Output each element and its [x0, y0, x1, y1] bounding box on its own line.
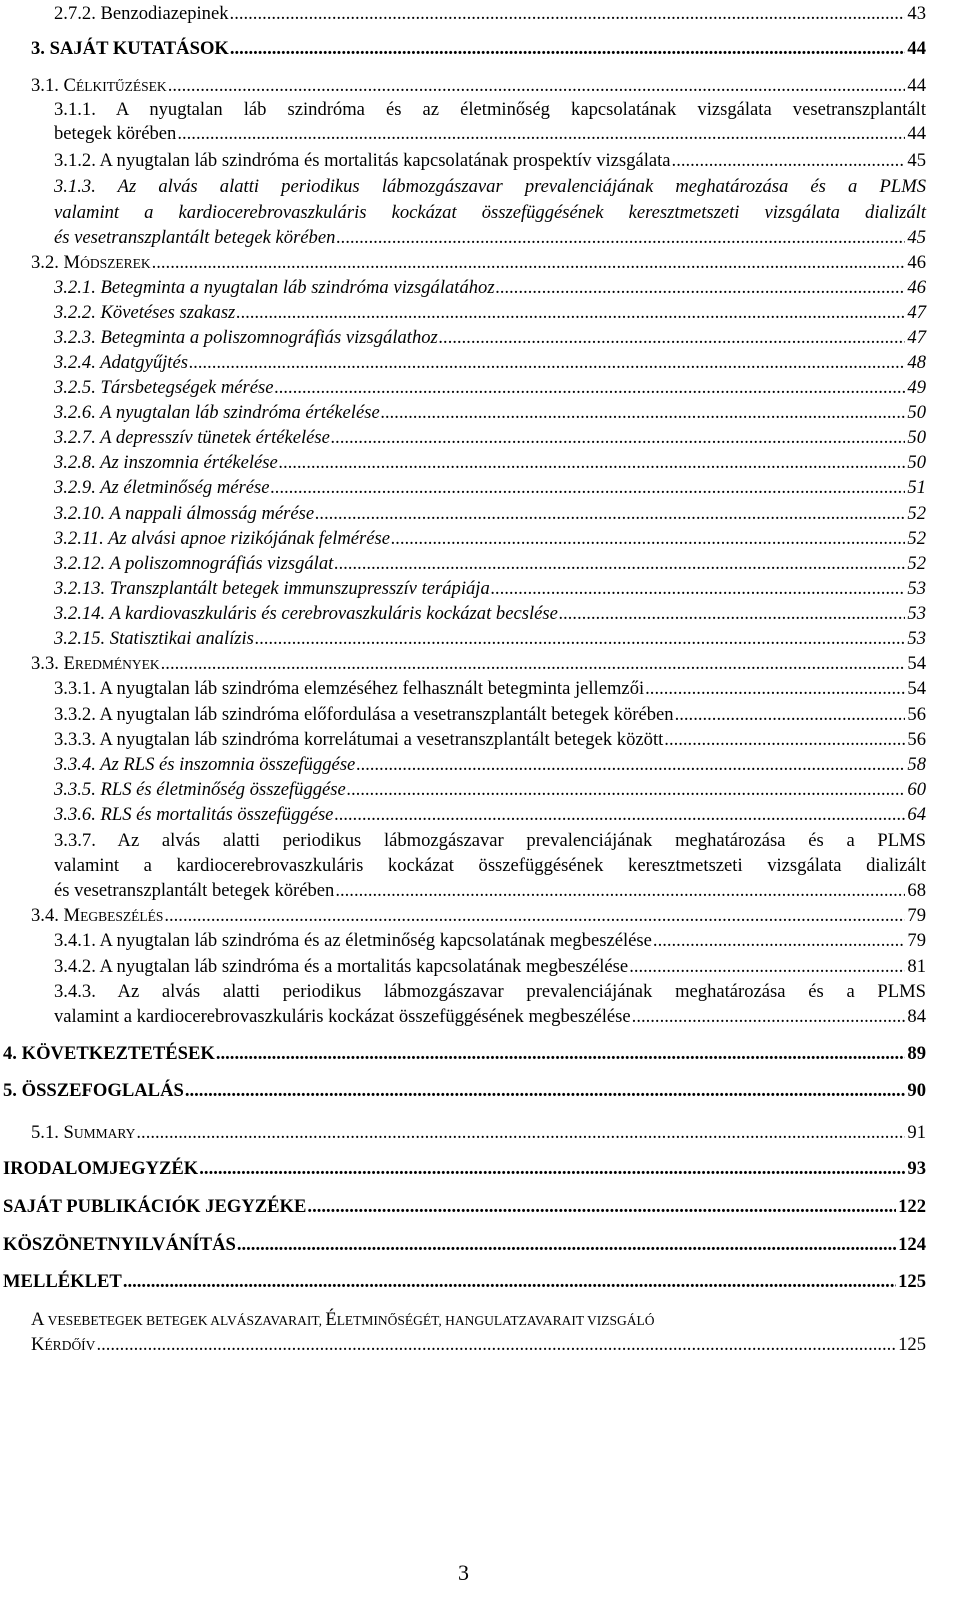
toc-entry-title: 3.2.12. A poliszomnográfiás vizsgálat — [54, 553, 334, 574]
toc-leader — [198, 1158, 905, 1180]
toc-page: 93 — [907, 1158, 926, 1179]
toc-page: 79 — [907, 905, 926, 926]
toc-entry-title: 3. SAJÁT KUTATÁSOK — [31, 38, 229, 59]
toc-page: 45 — [907, 150, 926, 171]
toc-page: 56 — [907, 729, 926, 750]
toc-entry — [54, 327, 926, 349]
toc-page: 52 — [907, 528, 926, 549]
toc-page: 56 — [907, 704, 926, 725]
toc-leader — [346, 779, 906, 801]
toc-entry-title: valamint a kardiocerebrovaszkuláris kockázat összefüggésének megbeszélése — [54, 1006, 631, 1027]
toc-entry-title: és vesetranszplantált betegek körében — [54, 880, 335, 901]
toc-entry-title: KÉRDŐÍV — [31, 1334, 96, 1355]
toc-page: 122 — [898, 1196, 926, 1217]
toc-entry-title: 3.2. MÓDSZEREK — [31, 252, 151, 273]
toc-page: 46 — [907, 277, 926, 298]
toc-leader — [644, 678, 905, 700]
toc-entry-title: 3.2.15. Statisztikai analízis — [54, 628, 254, 649]
toc-page: 89 — [907, 1043, 926, 1064]
toc-entry-title: és vesetranszplantált betegek körében — [54, 227, 336, 248]
toc-entry — [54, 729, 926, 751]
toc-entry — [31, 1334, 926, 1357]
toc-page: 84 — [907, 1006, 926, 1027]
toc-entry — [54, 930, 926, 952]
toc-page: 125 — [898, 1271, 926, 1292]
toc-section — [31, 75, 926, 98]
toc-section — [31, 252, 926, 275]
toc-page: 50 — [907, 452, 926, 473]
toc-entry — [54, 123, 926, 145]
toc-entry-title: 3.3.4. Az RLS és inszomnia összefüggése — [54, 754, 356, 775]
toc-page: 54 — [907, 653, 926, 674]
toc-leader — [235, 302, 905, 324]
toc-page: 54 — [907, 678, 926, 699]
toc-page: 52 — [907, 553, 926, 574]
toc-leader — [333, 553, 905, 575]
toc-entry-line: valamint a kardiocerebrovaszkuláris kockázat összefüggésének keresztmetszeti vizsgálata dializált — [54, 202, 926, 223]
toc-page: 53 — [907, 628, 926, 649]
toc-entry-title: 3.2.1. Betegminta a nyugtalan láb szindróma vizsgálatához — [54, 277, 495, 298]
toc-entry-title: 3.2.9. Az életminőség mérése — [54, 477, 270, 498]
toc-entry-title: 4. KÖVETKEZTETÉSEK — [3, 1043, 215, 1064]
toc-leader — [628, 956, 905, 978]
toc-leader — [163, 905, 905, 927]
toc-page: 53 — [907, 603, 926, 624]
toc-leader — [333, 804, 905, 826]
toc-chapter — [3, 1080, 926, 1102]
toc-leader — [380, 402, 906, 424]
toc-entry-title: 3.2.13. Transzplantált betegek immunszupresszív terápiája — [54, 578, 490, 599]
toc-entry — [54, 779, 926, 801]
toc-entry — [54, 603, 926, 625]
toc-entry-title: 3.1. CÉLKITŰZÉSEK — [31, 75, 167, 96]
toc-entry-title: IRODALOMJEGYZÉK — [3, 1158, 199, 1179]
toc-leader — [160, 653, 906, 675]
toc-chapter — [3, 1234, 926, 1256]
toc-entry — [54, 3, 926, 25]
toc-entry-line: 3.1.3. Az alvás alatti periodikus lábmozgászavar prevalenciájának meghatározása és a PLMS — [54, 176, 926, 197]
toc-entry — [54, 452, 926, 474]
toc-leader — [270, 477, 906, 499]
toc-entry — [54, 678, 926, 700]
toc-entry-title: 3.2.5. Társbetegségek mérése — [54, 377, 274, 398]
toc-entry — [54, 277, 926, 299]
toc-chapter — [3, 1043, 926, 1065]
toc-page: 44 — [907, 38, 926, 59]
toc-entry-title: 3.4.2. A nyugtalan láb szindróma és a mortalitás kapcsolatának megbeszélése — [54, 956, 629, 977]
toc-page: 44 — [907, 75, 926, 96]
toc-page: 91 — [907, 1122, 926, 1143]
toc-section — [31, 905, 926, 928]
toc-entry — [54, 880, 926, 902]
toc-page: 124 — [898, 1234, 926, 1255]
toc-entry — [54, 477, 926, 499]
toc-page: 81 — [907, 956, 926, 977]
toc-page: 50 — [907, 427, 926, 448]
toc-section — [31, 653, 926, 676]
toc-leader — [184, 1080, 906, 1102]
toc-entry — [54, 503, 926, 525]
toc-leader — [278, 452, 906, 474]
toc-leader — [314, 503, 905, 525]
toc-entry-title: 3.2.7. A depresszív tünetek értékelése — [54, 427, 330, 448]
toc-page: 44 — [907, 123, 926, 144]
toc-entry-line: A VESEBETEGEK BETEGEK ALVÁSZAVARAIT, ÉLETMINŐSÉGÉT, HANGULATZAVARAIT VIZSGÁLÓ — [31, 1309, 655, 1330]
toc-leader — [671, 150, 906, 172]
toc-section — [31, 1122, 926, 1145]
toc-entry — [54, 352, 926, 374]
toc-entry — [54, 377, 926, 399]
toc-entry — [54, 704, 926, 726]
toc-leader — [151, 252, 906, 274]
toc-entry-title: 3.3. EREDMÉNYEK — [31, 653, 160, 674]
toc-entry-line: valamint a kardiocerebrovaszkuláris kockázat összefüggésének keresztmetszeti vizsgálata dializált — [54, 855, 926, 876]
toc-leader — [167, 75, 906, 97]
toc-leader — [631, 1006, 906, 1028]
toc-page: 50 — [907, 402, 926, 423]
toc-leader — [176, 123, 905, 145]
toc-leader — [652, 930, 905, 952]
toc-leader — [663, 729, 905, 751]
toc-entry-title: 3.2.4. Adatgyűjtés — [54, 352, 188, 373]
toc-leader — [95, 1334, 896, 1356]
toc-leader — [122, 1271, 896, 1293]
toc-page: 58 — [907, 754, 926, 775]
toc-entry — [54, 754, 926, 776]
toc-leader — [229, 38, 906, 60]
toc-entry-title: 3.1.2. A nyugtalan láb szindróma és mortalitás kapcsolatának prospektív vizsgálata — [54, 150, 671, 171]
toc-chapter — [3, 1158, 926, 1180]
toc-entry-title: 3.3.2. A nyugtalan láb szindróma előfordulása a vesetranszplantált betegek körében — [54, 704, 674, 725]
toc-leader — [215, 1043, 906, 1065]
toc-chapter — [3, 1271, 926, 1293]
toc-entry-title: 3.2.6. A nyugtalan láb szindróma értékelése — [54, 402, 380, 423]
toc-entry — [54, 1006, 926, 1028]
toc-leader — [334, 880, 905, 902]
toc-entry-title: betegek körében — [54, 123, 177, 144]
toc-entry — [54, 302, 926, 324]
toc-entry — [54, 553, 926, 575]
toc-leader — [273, 377, 905, 399]
toc-page: 68 — [907, 880, 926, 901]
toc-entry-line: 3.4.3. Az alvás alatti periodikus lábmozgászavar prevalenciájának meghatározása és a PLMS — [54, 981, 926, 1002]
toc-entry-title: 3.2.2. Követéses szakasz — [54, 302, 236, 323]
toc-entry-title: SAJÁT PUBLIKÁCIÓK JEGYZÉKE — [3, 1196, 307, 1217]
toc-entry-title: 3.2.8. Az inszomnia értékelése — [54, 452, 278, 473]
toc-page: 90 — [907, 1080, 926, 1101]
page-number: 3 — [458, 1560, 469, 1585]
toc-entry-title: 3.3.6. RLS és mortalitás összefüggése — [54, 804, 334, 825]
toc-page: 79 — [907, 930, 926, 951]
toc-page: 43 — [907, 3, 926, 24]
toc-entry-title: 3.2.11. Az alvási apnoe rizikójának felmérése — [54, 528, 391, 549]
toc-leader — [306, 1196, 896, 1218]
toc-leader — [229, 3, 906, 25]
toc-page: 45 — [907, 227, 926, 248]
toc-leader — [495, 277, 906, 299]
toc-entry — [54, 227, 926, 249]
toc-leader — [355, 754, 905, 776]
toc-entry — [54, 804, 926, 826]
toc-entry — [54, 528, 926, 550]
toc-page: 48 — [907, 352, 926, 373]
toc-leader — [438, 327, 906, 349]
toc-page: 49 — [907, 377, 926, 398]
toc-page: 60 — [907, 779, 926, 800]
toc-page: 125 — [898, 1334, 926, 1355]
toc-page: 51 — [907, 477, 926, 498]
toc-page: 46 — [907, 252, 926, 273]
toc-chapter — [31, 38, 926, 60]
toc-entry-title: 3.3.3. A nyugtalan láb szindróma korrelátumai a vesetranszplantált betegek között — [54, 729, 664, 750]
toc-entry — [54, 628, 926, 650]
toc-page: 47 — [907, 302, 926, 323]
toc-leader — [330, 427, 906, 449]
toc-page: 53 — [907, 578, 926, 599]
toc-entry-title: MELLÉKLET — [3, 1271, 122, 1292]
toc-entry — [54, 402, 926, 424]
toc-leader — [390, 528, 905, 550]
toc-entry-title: 5. ÖSSZEFOGLALÁS — [3, 1080, 184, 1101]
toc-leader — [188, 352, 905, 374]
toc-entry-title: 3.3.1. A nyugtalan láb szindróma elemzéséhez felhasznált betegminta jellemzői — [54, 678, 645, 699]
toc-entry-title: KÖSZÖNETNYILVÁNÍTÁS — [3, 1234, 236, 1255]
toc-leader — [674, 704, 906, 726]
toc-entry-title: 5.1. SUMMARY — [31, 1122, 136, 1143]
toc-entry-title: 3.3.5. RLS és életminőség összefüggése — [54, 779, 346, 800]
toc-entry-line: 3.3.7. Az alvás alatti periodikus lábmozgászavar prevalenciájának meghatározása és a PLMS — [54, 830, 926, 851]
toc-entry — [54, 578, 926, 600]
toc-leader — [335, 227, 905, 249]
toc-entry-title: 3.2.14. A kardiovaszkuláris és cerebrovaszkuláris kockázat becslése — [54, 603, 558, 624]
toc-page: 47 — [907, 327, 926, 348]
toc-entry — [54, 956, 926, 978]
toc-leader — [135, 1122, 905, 1144]
toc-entry-title: 3.2.10. A nappali álmosság mérése — [54, 503, 315, 524]
toc-leader — [254, 628, 905, 650]
toc-entry-title: 3.4. MEGBESZÉLÉS — [31, 905, 164, 926]
toc-entry-title: 3.2.3. Betegminta a poliszomnográfiás vizsgálathoz — [54, 327, 438, 348]
toc-entry-line: 3.1.1. A nyugtalan láb szindróma és az életminőség kapcsolatának vizsgálata vesetranszplantált — [54, 99, 926, 120]
toc-entry — [54, 150, 926, 172]
toc-entry-title: 2.7.2. Benzodiazepinek — [54, 3, 229, 24]
toc-leader — [236, 1234, 896, 1256]
toc-page: 52 — [907, 503, 926, 524]
toc-leader — [490, 578, 906, 600]
toc-leader — [558, 603, 906, 625]
toc-entry-title: 3.4.1. A nyugtalan láb szindróma és az életminőség kapcsolatának megbeszélése — [54, 930, 652, 951]
toc-page: 64 — [907, 804, 926, 825]
toc-entry — [54, 427, 926, 449]
toc-chapter — [3, 1196, 926, 1218]
